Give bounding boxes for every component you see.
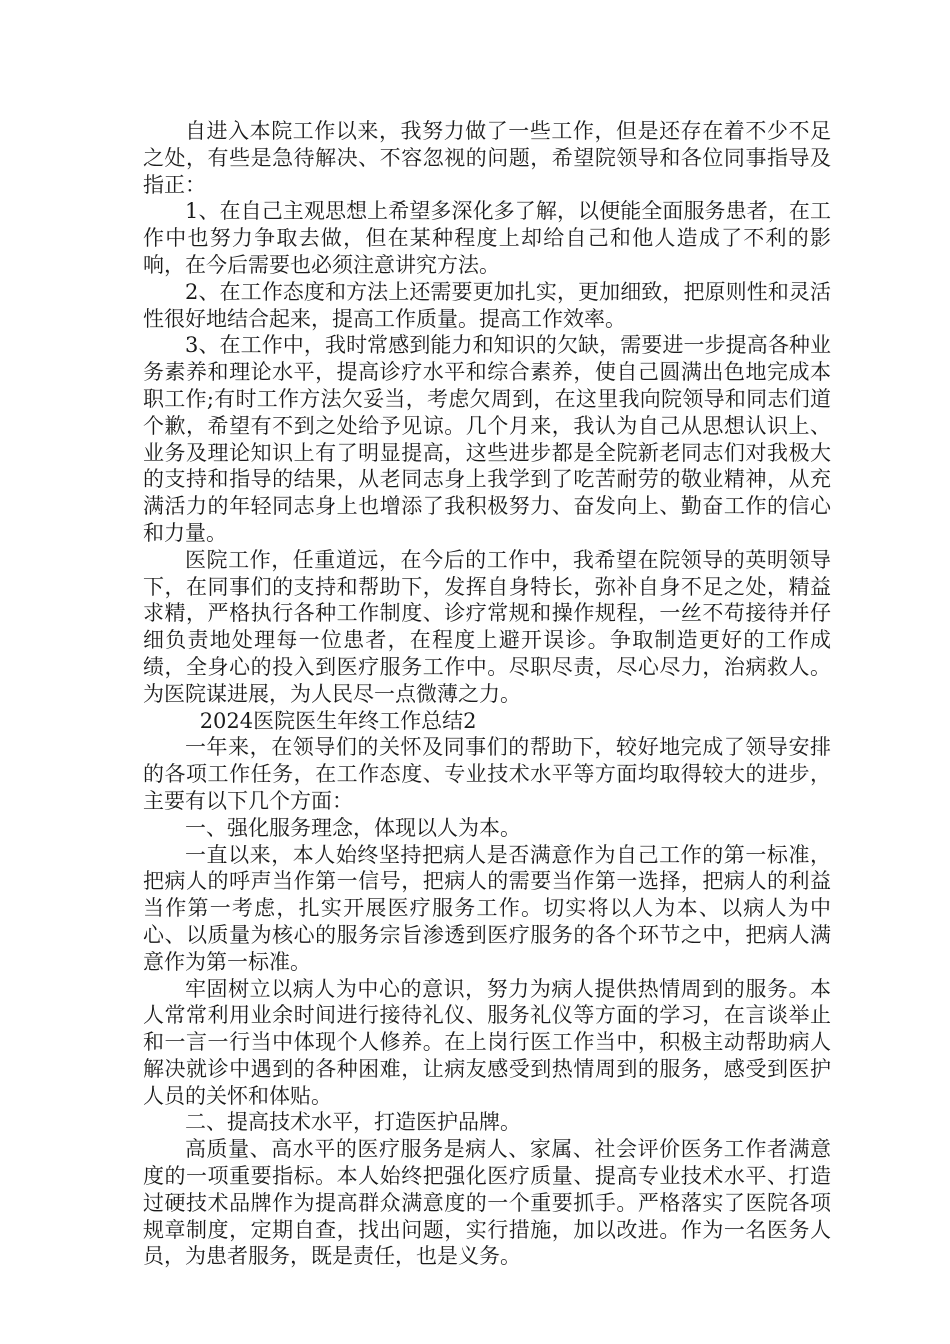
subheading-skills: 二、提高技术水平，打造医护品牌。 bbox=[185, 1110, 521, 1135]
document-page bbox=[143, 118, 831, 1270]
paragraph-skills: 高质量、高水平的医疗服务是病人、家属、社会评价医务工作者满意度的一项重要指标。本人始终把强化医疗质量、提高专业技术水平、打造过硬技术品牌作为提高群众满意度的一个重要抓手。严格落实了医院各项规章制度，定期自查，找出问题，实行措施，加以改进。作为一名医务人员，为患者服务，既是责任，也是义务。 bbox=[143, 1137, 831, 1269]
paragraph-point-2: 2、在工作态度和方法上还需要更加扎实，更加细致，把原则性和灵活性很好地结合起来，提高工作质量。提高工作效率。 bbox=[143, 279, 831, 331]
section-title: 2024医院医生年终工作总结2 bbox=[199, 708, 477, 733]
paragraph-intro: 自进入本院工作以来，我努力做了一些工作，但是还存在着不少不足之处，有些是急待解决、不容忽视的问题，希望院领导和各位同事指导及指正： bbox=[143, 119, 831, 197]
paragraph-point-1: 1、在自己主观思想上希望多深化多了解，以便能全面服务患者，在工作中也努力争取去做，但在某种程度上却给自己和他人造成了不利的影响，在今后需要也必须注意讲究方法。 bbox=[143, 199, 831, 277]
paragraph-outlook: 医院工作，任重道远，在今后的工作中，我希望在院领导的英明领导下，在同事们的支持和帮助下，发挥自身特长，弥补自身不足之处，精益求精，严格执行各种工作制度、诊疗常规和操作规程，一丝不苟接待并仔细负责地处理每一位患者，在程度上避开误诊。争取制造更好的工作成绩，全身心的投入到医疗服务工作中。尽职尽责，尽心尽力，治病救人。为医院谋进展，为人民尽一点微薄之力。 bbox=[143, 547, 831, 706]
paragraph-point-3: 3、在工作中，我时常感到能力和知识的欠缺，需要进一步提高各种业务素养和理论水平，提高诊疗水平和综合素养，使自己圆满出色地完成本职工作;有时工作方法欠妥当，考虑欠周到，在这里我向院领导和同志们道个歉，希望有不到之处给予见谅。几个月来，我认为自己从思想认识上、业务及理论知识上有了明显提高，这些进步都是全院新老同志们对我极大的支持和指导的结果，从老同志身上我学到了吃苦耐劳的敬业精神，从充满活力的年轻同志身上也增添了我积极努力、奋发向上、勤奋工作的信心和力量。 bbox=[143, 333, 831, 545]
subheading-service: 一、强化服务理念，体现以人为本。 bbox=[185, 815, 521, 840]
paragraph-service-1: 一直以来，本人始终坚持把病人是否满意作为自己工作的第一标准，把病人的呼声当作第一信号，把病人的需要当作第一选择，把病人的利益当作第一考虑，扎实开展医疗服务工作。切实将以人为本、以病人为中心、以质量为核心的服务宗旨渗透到医疗服务的各个环节之中，把病人满意作为第一标准。 bbox=[143, 842, 831, 974]
paragraph-summary-intro: 一年来，在领导们的关怀及同事们的帮助下，较好地完成了领导安排的各项工作任务，在工作态度、专业技术水平等方面均取得较大的进步，主要有以下几个方面： bbox=[143, 735, 831, 813]
paragraph-service-2: 牢固树立以病人为中心的意识，努力为病人提供热情周到的服务。本人常常利用业余时间进行接待礼仪、服务礼仪等方面的学习，在言谈举止和一言一行当中体现个人修养。在上岗行医工作当中，积极主动帮助病人解决就诊中遇到的各种困难，让病友感受到热情周到的服务，感受到医护人员的关怀和体贴。 bbox=[143, 976, 831, 1108]
